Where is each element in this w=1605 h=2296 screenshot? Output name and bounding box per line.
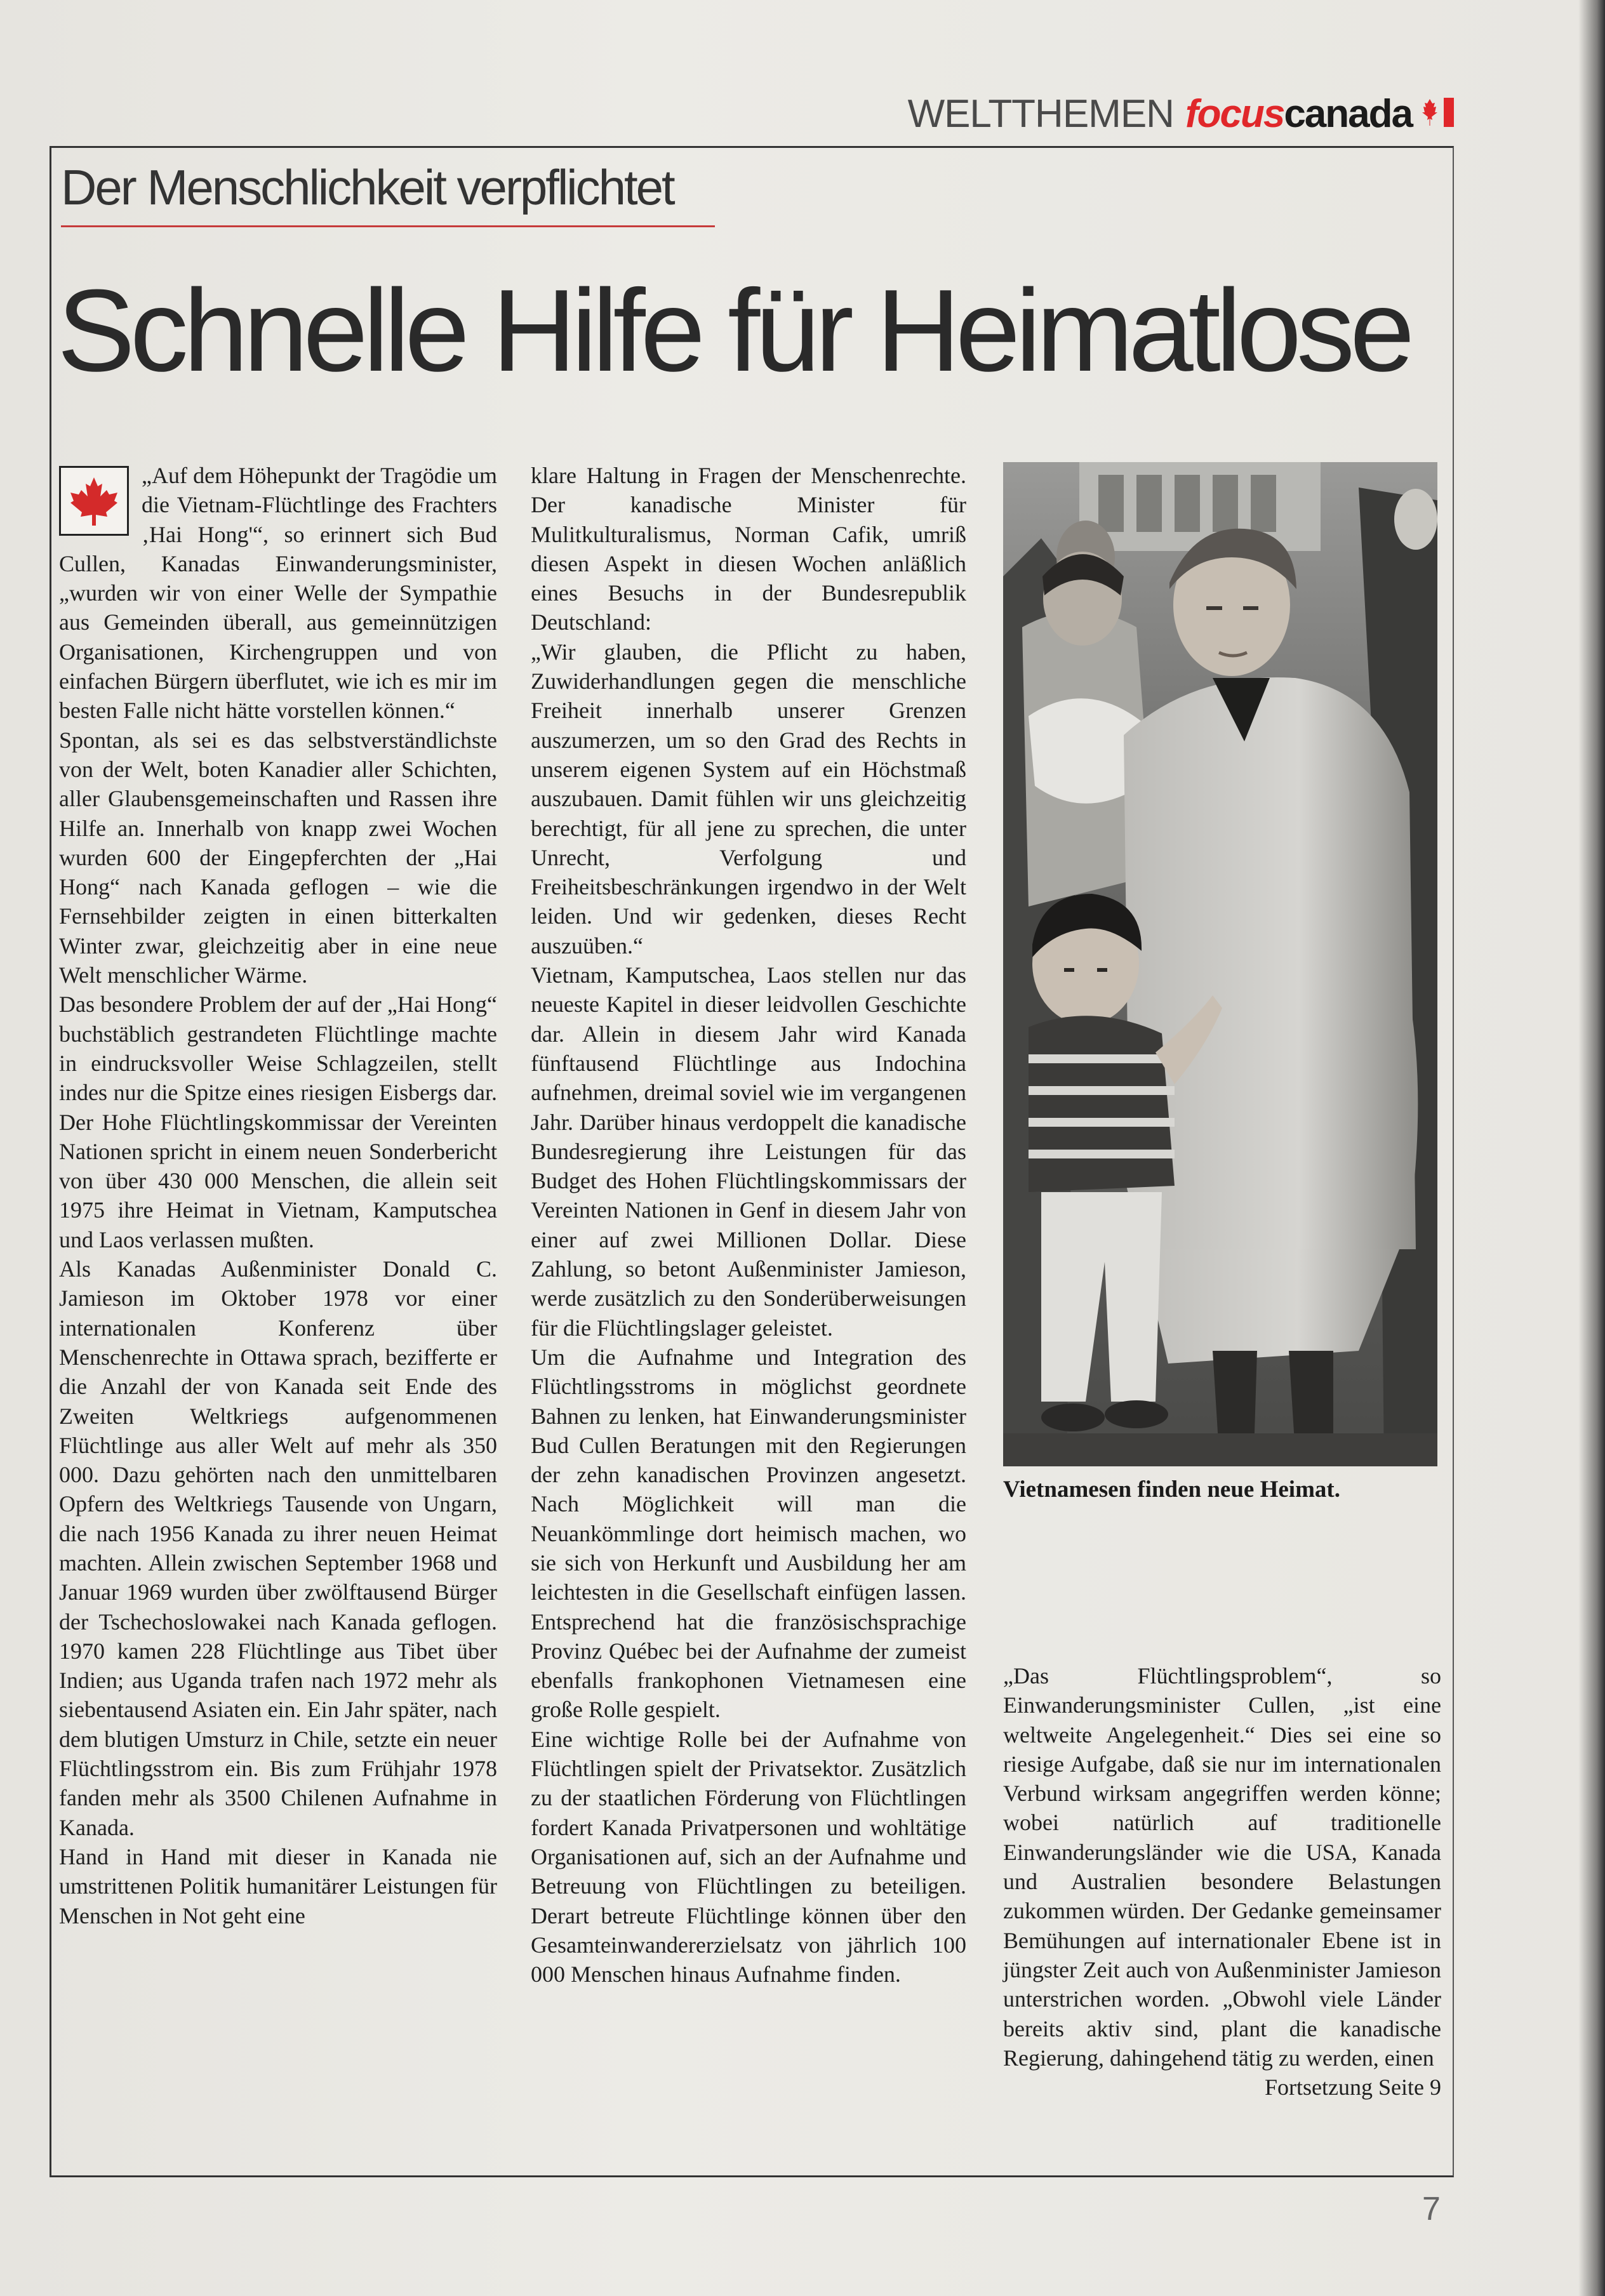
article-column-1 (59, 461, 497, 1930)
maple-leaf-icon (59, 466, 129, 536)
col2-paragraph-5: Eine wichtige Rolle bei der Aufnahme von Flüchtlingen spielt der Privatsektor. Zusätzlich zu der staatlichen Förderung von Flüchtlingen fordert Kanada Privatpersonen und wohltätige Organisationen auf, sich an der Aufnahme und Betreuung von Flüchtlingen zu beteiligen. Derart betreute Flüchtlinge können über den Gesamteinwandererzielsatz von jährlich 100 000 Menschen hinaus Aufnahme finden. (531, 1726, 966, 1987)
brand-canada: canada (1284, 92, 1412, 136)
col1-paragraph-1: „Auf dem Höhepunkt der Tragödie um die Vietnam-Flüchtlinge des Frachters ‚Hai Hong'“, so erinnert sich Bud Cullen, Kanadas Einwanderungsminister, „wurden wir von einer Welle der Sympathie aus Gemeinden überall, aus gemeinnützigen Organisationen, Kirchengruppen und von einfachen Bürgern überflutet, wie ich es mir im besten Falle nicht hätte vorstellen können.“ (59, 463, 497, 724)
section-label: WELTTHEMEN (907, 92, 1174, 136)
refugees-photo (1003, 462, 1437, 1466)
page-number: 7 (1422, 2191, 1441, 2227)
col1-paragraph-2: Spontan, als sei es das selbstverständlichste von der Welt, boten Kanadier aller Schichten, aller Glaubensgemeinschaften und Rassen ihre Hilfe an. Innerhalb von knapp zwei Wochen wurden 600 der Eingepferchten der „Hai Hong“ nach Kanada geflogen – wie die Fernsehbilder zeigten in einen bitterkalten Winter zwar, gleichzeitig aber in eine neue Welt menschlicher Wärme. (59, 727, 497, 988)
maple-leaf-flag-icon (1421, 91, 1460, 142)
col2-paragraph-4: Um die Aufnahme und Integration des Flüchtlingsstroms in möglichst geordnete Bahnen zu lenken, hat Einwanderungsminister Bud Cullen Beratungen mit den Regierungen der zehn kanadischen Provinzen angesetzt. Nach Möglichkeit will man die Neuankömmlinge dort heimisch machen, wo sie sich von Herkunft und Ausbildung her am leichtesten in die Gesellschaft einfügen lassen. Entsprechend hat die französischsprachige Provinz Québec bei der Aufnahme der zumeist ebenfalls frankophonen Vietnamesen eine große Rolle gespielt. (531, 1344, 966, 1723)
article-column-2 (531, 461, 966, 1989)
col1-paragraph-3: Das besondere Problem der auf der „Hai Hong“ buchstäblich gestrandeten Flüchtlinge machte in eindrucksvoller Weise Schlagzeilen, stellt indes nur die Spitze eines riesigen Eisbergs dar. Der Hohe Flüchtlingskommissar der Vereinten Nationen spricht in einem neuen Sonderbericht von über 430 000 Menschen, die allein seit 1975 ihre Heimat in Vietnam, Kamputschea und Laos verlassen mußten. (59, 992, 497, 1252)
brand-focus: focus (1185, 92, 1284, 136)
section-header (889, 89, 1460, 140)
col2-paragraph-3: Vietnam, Kamputschea, Laos stellen nur das neueste Kapitel in dieser leidvollen Geschichte dar. Allein in diesem Jahr wird Kanada fünftausend Flüchtlinge aus Indochina aufnehmen, dreimal soviel wie im vergangenen Jahr. Darüber hinaus verdoppelt die kanadische Bundesregierung ihre Leistungen für das Budget des Hohen Flüchtlingskommissars der Vereinten Nationen in Genf in diesem Jahr von einer auf zwei Millionen Dollar. Diese Zahlung, so betont Außenminister Jamieson, werde zusätzlich zu den Sonderüberweisungen für die Flüchtlingslager geleistet. (531, 962, 966, 1341)
col1-paragraph-5: Hand in Hand mit dieser in Kanada nie umstrittenen Politik humanitärer Leistungen für Menschen in Not geht eine (59, 1843, 497, 1928)
photo-caption: Vietnamesen finden neue Heimat. (1003, 1476, 1340, 1503)
col3-paragraph-1: „Das Flüchtlingsproblem“, so Einwanderungsminister Cullen, „ist eine weltweite Angelegenheit.“ Dies sei eine so riesige Aufgabe, daß sie nur im internationalen Verbund wirksam angegriffen werden könne; wobei natürlich auf traditionelle Einwanderungsländer wie die USA, Kanada und Australien besondere Belastungen zukommen würden. Der Gedanke gemeinsamer Bemühungen auf internationaler Ebene ist in jüngster Zeit auch von Außenminister Jamieson unterstrichen worden. „Obwohl viele Länder bereits aktiv sind, plant die kanadische Regierung, dahingehend tätig zu werden, einen (1003, 1663, 1441, 2071)
col1-paragraph-4: Als Kanadas Außenminister Donald C. Jamieson im Oktober 1978 vor einer internationalen Konferenz über Menschenrechte in Ottawa sprach, bezifferte er die Anzahl der von Kanada seit Ende des Zweiten Weltkriegs aufgenommenen Flüchtlinge aus aller Welt auf mehr als 350 000. Dazu gehörten nach den unmittelbaren Opfern des Weltkriegs Tausende von Ungarn, die nach 1956 Kanada zu ihrer neuen Heimat machten. Allein zwischen September 1968 und Januar 1969 wurden über zwölftausend Bürger der Tschechoslowakei nach Kanada geflogen. 1970 kamen 228 Flüchtlinge aus Tibet über Indien; aus Uganda trafen nach 1972 mehr als siebentausend Asiaten ein. Ein Jahr später, nach dem blutigen Umsturz in Chile, setzte ein neuer Flüchtlingsstrom ein. Bis zum Frühjahr 1978 fanden mehr als 3500 Chilenen Aufnahme in Kanada. (59, 1256, 497, 1840)
article-column-3 (1003, 1661, 1441, 2102)
article-headline: Schnelle Hilfe für Heimatlose (57, 265, 1410, 395)
col2-paragraph-2: „Wir glauben, die Pflicht zu haben, Zuwiderhandlungen gegen die menschliche Freiheit innerhalb unserer Grenzen auszumerzen, um so den Grad des Rechts in unserem eigenen System auf ein Höchstmaß auszubauen. Damit fühlen wir uns gleichzeitig berechtigt, für all jene zu sprechen, die unter Unrecht, Verfolgung und Freiheitsbeschränkungen irgendwo in der Welt leiden. Und wir gedenken, dieses Recht auszuüben.“ (531, 639, 966, 959)
col2-paragraph-1: klare Haltung in Fragen der Menschenrechte. Der kanadische Minister für Mulitkulturalismus, Norman Cafik, umriß diesen Aspekt in diesen Wochen anläßlich eines Besuchs in der Bundesrepublik Deutschland: (531, 463, 966, 635)
article-kicker: Der Menschlichkeit verpflichtet (61, 156, 715, 227)
continuation-note: Fortsetzung Seite 9 (1265, 2074, 1441, 2100)
